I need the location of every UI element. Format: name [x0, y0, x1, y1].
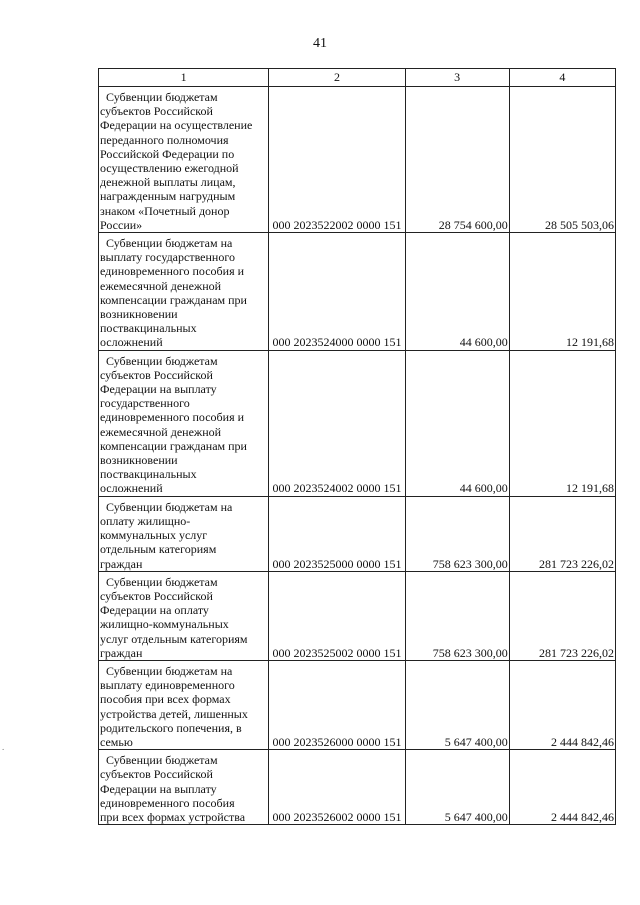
- header-row: [99, 69, 616, 87]
- budget-code-cell: 000 2023526000 0000 151: [269, 660, 405, 749]
- planned-amount-cell: 5 647 400,00: [405, 660, 509, 749]
- description-line: возникновении: [100, 453, 178, 468]
- description-line: оплату жилищно-: [100, 513, 191, 528]
- margin-mark: .: [2, 742, 5, 752]
- budget-code-cell: 000 2023525000 0000 151: [269, 496, 405, 571]
- description-line: возникновении: [100, 307, 178, 322]
- description-line: компенсации гражданам при: [100, 292, 247, 307]
- table-row: [99, 571, 616, 660]
- description-line: государственного: [100, 396, 190, 411]
- description-line: Субвенции бюджетам на: [106, 663, 233, 678]
- description-line: пособия при всех формах: [100, 692, 231, 707]
- description-line: субъектов Российской: [100, 104, 213, 119]
- description-line: Субвенции бюджетам: [106, 753, 218, 768]
- actual-amount-cell: 281 723 226,02: [509, 571, 615, 660]
- description-line: выплату единовременного: [100, 678, 235, 693]
- description-line: знаком «Почетный донор: [100, 203, 230, 218]
- description-line: ежемесячной денежной: [100, 424, 222, 439]
- budget-code-cell: 000 2023522002 0000 151: [269, 87, 405, 233]
- actual-amount-cell: 12 191,68: [509, 233, 615, 351]
- description-line: Федерации на осуществление: [100, 118, 253, 133]
- description-line: Субвенции бюджетам на: [106, 236, 233, 251]
- description-line: граждан: [100, 645, 143, 660]
- description-line: денежной выплаты лицам,: [100, 175, 236, 190]
- description-line: при всех формах устройства: [100, 809, 246, 824]
- description-line: Федерации на выплату: [100, 781, 217, 796]
- planned-amount-cell: 44 600,00: [405, 233, 509, 351]
- description-line: осуществлению ежегодной: [100, 161, 239, 176]
- budget-code-cell: 000 2023524000 0000 151: [269, 233, 405, 351]
- description-cell: [99, 660, 269, 749]
- description-line: единовременного пособия и: [100, 410, 245, 425]
- actual-amount-cell: 2 444 842,46: [509, 660, 615, 749]
- description-line: поствакцинальных: [100, 321, 197, 336]
- description-line: ежемесячной денежной: [100, 278, 222, 293]
- table-row: [99, 350, 616, 496]
- description-line: осложнений: [100, 481, 163, 496]
- description-cell: [99, 571, 269, 660]
- description-cell: [99, 233, 269, 351]
- description-line: субъектов Российской: [100, 588, 213, 603]
- description-line: Субвенции бюджетам: [106, 353, 218, 368]
- description-line: награжденным нагрудным: [100, 189, 236, 204]
- page-number: 41: [313, 36, 327, 51]
- header-cell-3: 3: [405, 69, 509, 87]
- description-line: Субвенции бюджетам: [106, 90, 218, 104]
- description-line: семью: [100, 734, 133, 749]
- header-cell-1: 1: [99, 69, 269, 87]
- description-line: Федерации на оплату: [100, 603, 209, 618]
- description-line: родительского попечения, в: [100, 720, 242, 735]
- description-line: Субвенции бюджетам на: [106, 499, 233, 514]
- description-line: услуг отдельным категориям: [100, 631, 248, 646]
- description-line: выплату государственного: [100, 250, 235, 265]
- description-line: граждан: [100, 556, 143, 571]
- description-cell: [99, 496, 269, 571]
- planned-amount-cell: 44 600,00: [405, 350, 509, 496]
- budget-table: [98, 68, 616, 825]
- description-line: устройства детей, лишенных: [100, 706, 248, 721]
- planned-amount-cell: 28 754 600,00: [405, 87, 509, 233]
- actual-amount-cell: 281 723 226,02: [509, 496, 615, 571]
- description-line: Субвенции бюджетам: [106, 574, 218, 589]
- description-cell: [99, 350, 269, 496]
- description-cell: [99, 750, 269, 825]
- header-cell-4: 4: [509, 69, 615, 87]
- actual-amount-cell: 2 444 842,46: [509, 750, 615, 825]
- actual-amount-cell: 28 505 503,06: [509, 87, 615, 233]
- table-row: [99, 233, 616, 351]
- planned-amount-cell: 758 623 300,00: [405, 496, 509, 571]
- description-line: Федерации на выплату: [100, 382, 217, 397]
- description-line: России»: [100, 217, 143, 232]
- actual-amount-cell: 12 191,68: [509, 350, 615, 496]
- description-line: осложнений: [100, 335, 163, 350]
- description-line: переданного полномочия: [100, 132, 229, 147]
- description-cell: [99, 87, 269, 233]
- description-line: отдельным категориям: [100, 542, 217, 557]
- description-line: субъектов Российской: [100, 767, 213, 782]
- table-row: [99, 87, 616, 233]
- description-line: компенсации гражданам при: [100, 438, 247, 453]
- description-line: поствакцинальных: [100, 467, 197, 482]
- budget-code-cell: 000 2023525002 0000 151: [269, 571, 405, 660]
- description-line: коммунальных услуг: [100, 528, 208, 543]
- description-line: Российской Федерации по: [100, 146, 235, 161]
- budget-code-cell: 000 2023526002 0000 151: [269, 750, 405, 825]
- header-cell-2: 2: [269, 69, 405, 87]
- description-line: единовременного пособия: [100, 795, 235, 810]
- table-row: [99, 750, 616, 825]
- planned-amount-cell: 758 623 300,00: [405, 571, 509, 660]
- table-row: [99, 496, 616, 571]
- table-row: [99, 660, 616, 749]
- description-line: единовременного пособия и: [100, 264, 245, 279]
- budget-code-cell: 000 2023524002 0000 151: [269, 350, 405, 496]
- description-line: жилищно-коммунальных: [100, 617, 229, 632]
- description-line: субъектов Российской: [100, 367, 213, 382]
- table-body: [99, 69, 616, 825]
- planned-amount-cell: 5 647 400,00: [405, 750, 509, 825]
